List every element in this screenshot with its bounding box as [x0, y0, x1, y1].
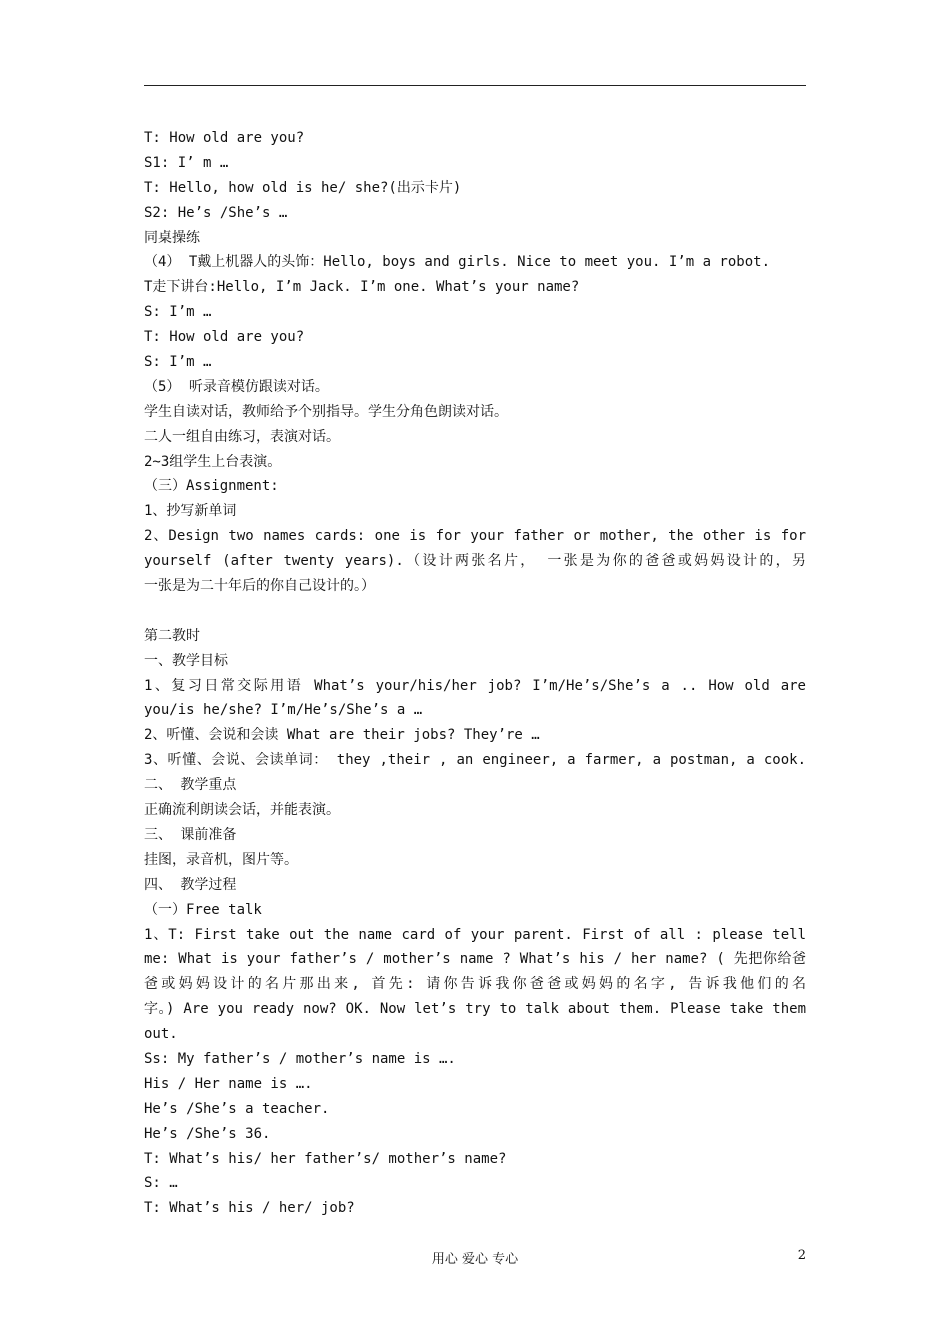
text-line: 二人一组自由练习，表演对话。: [144, 428, 340, 445]
text-line: 学生自读对话，教师给予个别指导。学生分角色朗读对话。: [144, 403, 508, 420]
text-line: 四、 教学过程: [144, 876, 237, 893]
text-line: you/is he/she? I’m/He’s/She’s a …: [144, 702, 423, 719]
document-body: [144, 126, 806, 1221]
text-line: S: …: [144, 1175, 178, 1192]
text-line: Ss: My father’s / mother’s name is ….: [144, 1050, 456, 1067]
text-line: 二、 教学重点: [144, 777, 237, 794]
text-line: T: What’s his/ her father’s/ mother’s name?: [144, 1150, 507, 1167]
text-line: 三、 课前准备: [144, 826, 237, 843]
text-line: 爸或妈妈设计的名片那出来, 首先: 请你告诉我你爸爸或妈妈的名字, 告诉我他们的名: [144, 976, 806, 993]
page-number: 2: [797, 1248, 806, 1263]
footer-motto: 用心 爱心 专心: [431, 1252, 519, 1267]
text-line: （4） T戴上机器人的头饰：Hello, boys and girls. Nice to meet you. I’m a robot.: [144, 254, 771, 271]
text-line: 2~3组学生上台表演。: [144, 453, 282, 470]
text-line: 挂图，录音机，图片等。: [144, 851, 298, 868]
text-line: 一、教学目标: [144, 652, 228, 669]
text-line: S: I’m …: [144, 354, 212, 371]
text-line: S2: He’s /She’s …: [144, 204, 288, 221]
text-line: 字。) Are you ready now? OK. Now let’s try to talk about them. Please take them: [144, 1001, 806, 1018]
text-line: 1、抄写新单词: [144, 503, 237, 520]
text-line: yourself (after twenty years).（设计两张名片， 一张是为你的爸爸或妈妈设计的，另: [144, 553, 806, 570]
text-line: （5） 听录音模仿跟读对话。: [144, 378, 329, 395]
text-line: 1、复习日常交际用语 What’s your/his/her job? I’m/He’s/She’s a .. How old are: [144, 677, 806, 694]
text-line: 3、听懂、会说、会读单词： they ,their , an engineer, a farmer, a postman, a cook.: [144, 752, 806, 769]
text-line: 1、T: First take out the name card of your parent. First of all : please tell: [144, 926, 806, 943]
text-line: He’s /She’s a teacher.: [144, 1100, 330, 1117]
text-line: T: What’s his / her/ job?: [144, 1200, 355, 1217]
text-line: T: How old are you?: [144, 329, 305, 346]
text-line: 正确流利朗读会话，并能表演。: [144, 802, 340, 819]
text-line: T: Hello, how old is he/ she?(出示卡片): [144, 179, 462, 196]
text-line: 第二教时: [144, 627, 200, 644]
text-line: He’s /She’s 36.: [144, 1125, 271, 1142]
text-line: 2、听懂、会说和会读 What are their jobs? They’re …: [144, 727, 540, 744]
text-line: me: What is your father’s / mother’s name ? What’s his / her name? ( 先把你给爸: [144, 951, 806, 968]
text-line: S1: I’ m …: [144, 154, 229, 171]
text-line: 一张是为二十年后的你自己设计的。）: [144, 578, 375, 595]
text-line: out.: [144, 1026, 178, 1043]
text-line: T走下讲台:Hello, I’m Jack. I’m one. What’s your name?: [144, 279, 580, 296]
text-line: （一）Free talk: [144, 901, 262, 918]
text-line: 同桌操练: [144, 229, 200, 246]
text-line: 2、Design two names cards: one is for your father or mother, the other is for: [144, 528, 806, 545]
text-line: S: I’m …: [144, 304, 212, 321]
text-line: T: How old are you?: [144, 130, 305, 146]
text-line: （三）Assignment:: [144, 478, 279, 495]
blank-line: [144, 599, 806, 624]
text-line: His / Her name is ….: [144, 1075, 313, 1092]
header-rule: [144, 85, 806, 86]
